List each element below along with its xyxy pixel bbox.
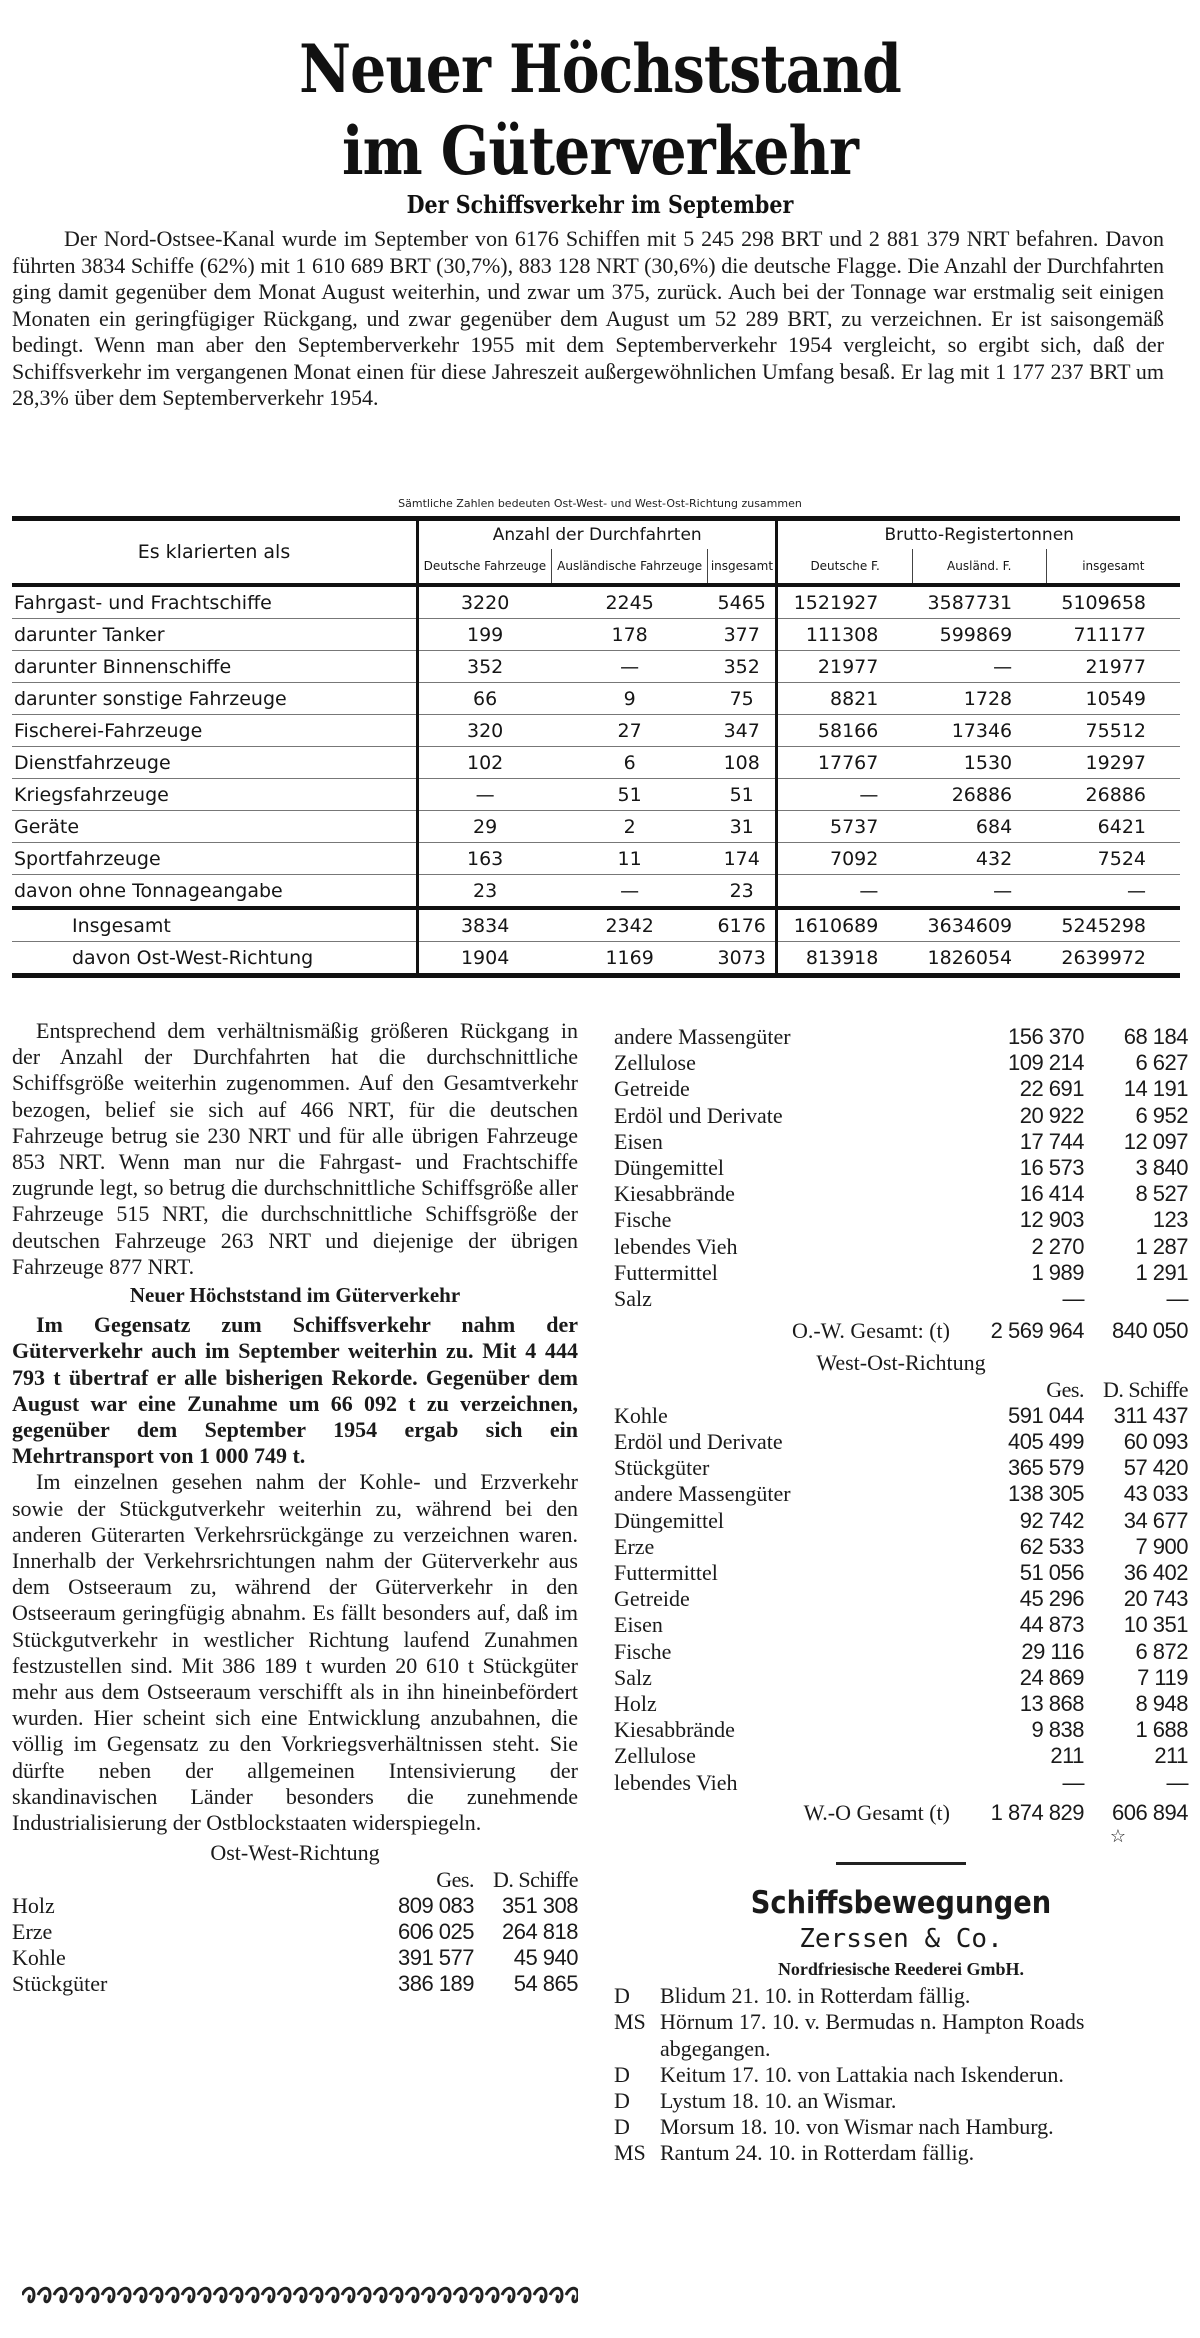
section-heading: Neuer Höchststand im Güterverkehr — [129, 1283, 461, 1308]
cargo-d-schiffe: 6 872 — [1135, 1638, 1188, 1664]
table-cell: 17346 — [912, 715, 1046, 747]
cargo-row — [614, 1129, 1188, 1155]
movement-text: Blidum 21. 10. in Rotterdam fällig. — [660, 1983, 971, 2009]
row-label: davon Ost-West-Richtung — [12, 942, 418, 976]
table-cell: 6 — [551, 747, 708, 779]
table-cell: 6421 — [1046, 811, 1180, 843]
cargo-row — [614, 1481, 1188, 1507]
cargo-name: Fische — [614, 1638, 672, 1664]
row-label: Sportfahrzeuge — [12, 843, 418, 875]
cargo-name: Getreide — [614, 1586, 690, 1612]
table-cell: 5737 — [777, 811, 912, 843]
table-cell: — — [912, 651, 1046, 683]
table-cell: 2245 — [551, 585, 708, 619]
table-row — [12, 651, 1180, 683]
table-cell: 1169 — [551, 942, 708, 976]
cargo-row — [614, 1770, 1188, 1796]
cargo-ges: 22 691 — [1019, 1076, 1084, 1102]
cargo-name: Eisen — [614, 1612, 663, 1638]
table-cell: 26886 — [912, 779, 1046, 811]
table-cell: 352 — [708, 651, 777, 683]
ost-west-col-headers — [12, 1867, 578, 1893]
ship-movement-entry — [614, 2140, 1188, 2166]
cargo-row — [614, 1508, 1188, 1534]
cargo-row — [614, 1743, 1188, 1769]
table-row — [12, 585, 1180, 619]
table-cell: 10549 — [1046, 683, 1180, 715]
table-cell: — — [777, 779, 912, 811]
intro-paragraph: Der Nord-Ostsee-Kanal wurde im September von 6176 Schiffen mit 5 245 298 BRT und 2 881 379 NRT befahren. Davon führten 3834 Schiffe (62%) mit 1 610 689 BRT (30,7%), 883 128 NRT (30,6%) die deutsche Flagge. Die Anzahl der Durchfahrten ging damit gegenüber dem Monat August weiterhin, und zwar um 375, zurück. Auch bei der Tonnage war erstmalig seit einigen Monaten ein geringfügiger Rückgang, und zwar gegenüber dem August um 52 289 BRT, zu verzeichnen. Er ist saisongemäß bedingt. Wenn man aber den Septemberverkehr 1955 mit dem Septemberverkehr 1954 vergleicht, so ergibt sich, daß der Schiffsverkehr im vergangenen Monat einen für diese Jahreszeit außergewöhnlichen Umfang besaß. Er lag mit 1 177 237 BRT um 28,3% über dem Septemberverkehr 1954. — [12, 226, 1164, 410]
table-cell: 432 — [912, 843, 1046, 875]
cargo-d-schiffe: 6 952 — [1135, 1102, 1188, 1128]
cargo-ges: 51 056 — [1019, 1560, 1084, 1586]
cargo-row — [614, 1260, 1188, 1286]
cargo-row — [614, 1207, 1188, 1233]
cargo-ges: 391 577 — [397, 1945, 474, 1971]
cargo-row — [614, 1455, 1188, 1481]
row-label: darunter Binnenschiffe — [12, 651, 418, 683]
movement-text: Hörnum 17. 10. v. Bermudas n. Hampton Roads abgegangen. — [660, 2009, 1085, 2061]
cut-off-text-fragment — [1168, 2330, 1188, 2336]
cargo-ges: 365 579 — [1007, 1455, 1084, 1481]
table-cell: 199 — [418, 619, 552, 651]
decorative-border — [22, 2286, 578, 2304]
table-cell: 29 — [418, 811, 552, 843]
ship-movement-entry — [614, 2062, 1188, 2088]
ship-movement-entry — [614, 2114, 1188, 2140]
row-label: Fahrgast- und Frachtschiffe — [12, 585, 418, 619]
cargo-name: Erdöl und Derivate — [614, 1429, 783, 1455]
cargo-row — [614, 1024, 1188, 1050]
table-cell: 9 — [551, 683, 708, 715]
cargo-ges: 9 838 — [1031, 1717, 1084, 1743]
cargo-d-schiffe: 264 818 — [501, 1918, 578, 1944]
cargo-ges: 1 989 — [1031, 1259, 1084, 1285]
table-cell: 347 — [708, 715, 777, 747]
table-cell: 3634609 — [912, 908, 1046, 942]
cargo-ges: 809 083 — [397, 1892, 474, 1918]
col-header: Ausländ. F. — [912, 549, 1046, 585]
paragraph-ship-size: Entsprechend dem verhältnismäßig größeren Rückgang in der Anzahl der Durchfahrten hat die durchschnittliche Schiffsgröße weiterhin zugenommen. Auf den Gesamtverkehr bezogen, belief sie sich auf 466 NRT, für die deutschen Fahrzeuge betrug sie 230 NRT und für alle übrigen Fahrzeuge 853 NRT. Wenn man nur die Fahrgast- und Frachtschiffe zugrunde legt, so betrug die durchschnittliche Schiffsgröße aller Fahrzeuge 515 NRT, die durchschnittliche Schiffsgröße der deutschen Fahrzeuge 263 NRT und diejenige der übrigen Fahrzeuge 877 NRT. — [12, 1018, 578, 1279]
table-cell: 1728 — [912, 683, 1046, 715]
cargo-d-schiffe: 10 351 — [1123, 1612, 1188, 1638]
cargo-d-schiffe: 1 688 — [1135, 1717, 1188, 1743]
table-row — [12, 843, 1180, 875]
cargo-ges: 405 499 — [1007, 1429, 1084, 1455]
table-row — [12, 942, 1180, 976]
cargo-d-schiffe: 6 627 — [1135, 1050, 1188, 1076]
cargo-ges: 156 370 — [1007, 1024, 1084, 1049]
table-cell: 5109658 — [1046, 585, 1180, 619]
table-cell: — — [418, 779, 552, 811]
cargo-name: Futtermittel — [614, 1259, 718, 1285]
row-label: Fischerei-Fahrzeuge — [12, 715, 418, 747]
table-cell: 377 — [708, 619, 777, 651]
cargo-name: Erze — [12, 1918, 53, 1944]
table-cell: 3834 — [418, 908, 552, 942]
cargo-row — [614, 1560, 1188, 1586]
cargo-d-schiffe: 57 420 — [1123, 1455, 1188, 1481]
table-cell: 75512 — [1046, 715, 1180, 747]
cargo-d-schiffe: — — [1166, 1286, 1188, 1312]
table-row — [12, 683, 1180, 715]
cargo-name: Kohle — [614, 1402, 668, 1428]
cargo-row — [614, 1534, 1188, 1560]
table-note: Sämtliche Zahlen bedeuten Ost-West- und West-Ost-Richtung zusammen — [398, 497, 802, 510]
cargo-ges: 109 214 — [1007, 1050, 1084, 1076]
table-cell: 6176 — [708, 908, 777, 942]
cargo-ges: — — [1062, 1769, 1084, 1795]
cargo-ges: 92 742 — [1019, 1507, 1084, 1533]
col-header: Deutsche Fahrzeuge — [418, 549, 552, 585]
table-cell: 320 — [418, 715, 552, 747]
cargo-row — [614, 1429, 1188, 1455]
row-label: Insgesamt — [12, 908, 418, 942]
col-header: Deutsche F. — [777, 549, 912, 585]
paragraph-lead-bold: Im Gegensatz zum Schiffsverkehr nahm der Güterverkehr auch im September weiterhin zu. Mit 4 444 793 t übertraf er alle bisherigen Rekorde. Gegenüber dem August war eine Zunahme um 66 092 t zu verzeichnen, gegenüber dem September 1954 ergab sich ein Mehrtransport von 1 000 749 t. — [12, 1312, 578, 1469]
cargo-row — [12, 1971, 578, 1997]
table-cell: 1521927 — [777, 585, 912, 619]
table-cell: — — [1046, 875, 1180, 909]
col-header-ges: Ges. — [436, 1866, 474, 1892]
table-cell: 108 — [708, 747, 777, 779]
table-cell: 599869 — [912, 619, 1046, 651]
cargo-d-schiffe: 45 940 — [513, 1945, 578, 1971]
cargo-name: Kohle — [12, 1945, 66, 1971]
cargo-ges: 24 869 — [1019, 1664, 1084, 1690]
table-row — [12, 715, 1180, 747]
table-cell: 7524 — [1046, 843, 1180, 875]
cargo-d-schiffe: 36 402 — [1123, 1560, 1188, 1586]
cargo-ges: 20 922 — [1019, 1102, 1084, 1128]
table-cell: — — [551, 651, 708, 683]
cargo-name: Erdöl und Derivate — [614, 1102, 783, 1128]
cargo-name: Stückgüter — [614, 1455, 710, 1481]
cargo-row — [614, 1691, 1188, 1717]
total-d-schiffe: 840 050 — [1111, 1318, 1188, 1344]
ship-movement-entry — [614, 1983, 1188, 2009]
group-header-passages: Anzahl der Durchfahrten — [418, 519, 777, 550]
cargo-name: Kiesabbrände — [614, 1181, 735, 1207]
table-cell: 3587731 — [912, 585, 1046, 619]
table-cell: 31 — [708, 811, 777, 843]
canal-traffic-table — [12, 516, 1180, 978]
table-body — [12, 585, 1180, 976]
ost-west-total — [614, 1318, 1188, 1344]
cargo-d-schiffe: 68 184 — [1123, 1024, 1188, 1049]
cargo-row — [614, 1665, 1188, 1691]
shipping-line-name: Nordfriesische Reederei GmbH. — [777, 1959, 1025, 1980]
table-cell: 2 — [551, 811, 708, 843]
table-row — [12, 779, 1180, 811]
table-cell: 21977 — [1046, 651, 1180, 683]
movement-text: Lystum 18. 10. an Wismar. — [660, 2087, 897, 2113]
table-cell: 23 — [708, 875, 777, 909]
table-cell: 1610689 — [777, 908, 912, 942]
cargo-d-schiffe: 1 291 — [1135, 1259, 1188, 1285]
cargo-row — [614, 1181, 1188, 1207]
table-cell: 23 — [418, 875, 552, 909]
table-cell: 58166 — [777, 715, 912, 747]
subheadline: Der Schiffsverkehr im September — [406, 190, 794, 219]
table-row — [12, 747, 1180, 779]
table-cell: — — [912, 875, 1046, 909]
cargo-row — [614, 1103, 1188, 1129]
cargo-d-schiffe: 43 033 — [1123, 1481, 1188, 1507]
table-cell: 51 — [708, 779, 777, 811]
cargo-name: lebendes Vieh — [614, 1233, 738, 1259]
cargo-d-schiffe: — — [1166, 1769, 1188, 1795]
table-cell: — — [551, 875, 708, 909]
vessel-type: D — [614, 1983, 630, 2009]
cargo-ges: 44 873 — [1019, 1612, 1084, 1638]
west-ost-col-headers — [614, 1377, 1188, 1403]
table-cell: 3073 — [708, 942, 777, 976]
cargo-name: Salz — [614, 1286, 652, 1312]
cargo-row — [614, 1050, 1188, 1076]
table-cell: 5245298 — [1046, 908, 1180, 942]
table-cell: 1530 — [912, 747, 1046, 779]
cargo-row — [12, 1919, 578, 1945]
headline-line-1: Neuer Höchststand — [299, 30, 901, 108]
cargo-ges: 29 116 — [1021, 1638, 1084, 1664]
headline-line-2: im Güterverkehr — [341, 112, 859, 190]
table-row — [12, 875, 1180, 909]
table-cell: 111308 — [777, 619, 912, 651]
row-label: Geräte — [12, 811, 418, 843]
table-cell: 1826054 — [912, 942, 1046, 976]
cargo-name: Zellulose — [614, 1743, 696, 1769]
ship-movements-list — [614, 1983, 1188, 2166]
cargo-row — [12, 1893, 578, 1919]
cargo-d-schiffe: 54 865 — [513, 1971, 578, 1997]
cargo-ges: 591 044 — [1007, 1402, 1084, 1428]
cargo-row — [614, 1403, 1188, 1429]
vessel-type: MS — [614, 2140, 646, 2166]
cargo-name: Fische — [614, 1207, 672, 1233]
cargo-name: Holz — [614, 1691, 657, 1717]
table-cell: 2639972 — [1046, 942, 1180, 976]
row-label: darunter sonstige Fahrzeuge — [12, 683, 418, 715]
movement-text: Keitum 17. 10. von Lattakia nach Iskenderun. — [660, 2061, 1064, 2087]
ost-west-list-part2 — [614, 1024, 1188, 1312]
cargo-ges: 386 189 — [397, 1971, 474, 1997]
left-column — [12, 1018, 578, 1998]
west-ost-list — [614, 1403, 1188, 1796]
vessel-type: MS — [614, 2009, 646, 2035]
company-name: Zerssen & Co. — [799, 1924, 1003, 1955]
table-cell: 813918 — [777, 942, 912, 976]
col-header: insgesamt — [1046, 549, 1180, 585]
cargo-d-schiffe: 211 — [1154, 1743, 1188, 1769]
table-cell: 102 — [418, 747, 552, 779]
cargo-d-schiffe: 8 948 — [1135, 1691, 1188, 1717]
table-cell: 163 — [418, 843, 552, 875]
west-ost-total — [614, 1800, 1188, 1826]
table-cell: 51 — [551, 779, 708, 811]
table-cell: 8821 — [777, 683, 912, 715]
table-row — [12, 619, 1180, 651]
table-cell: 174 — [708, 843, 777, 875]
cargo-ges: 17 744 — [1019, 1128, 1084, 1154]
cargo-ges: 62 533 — [1019, 1533, 1084, 1559]
cargo-row — [614, 1586, 1188, 1612]
cargo-ges: 2 270 — [1031, 1233, 1084, 1259]
group-header-tonnage: Brutto-Registertonnen — [777, 519, 1180, 550]
headline — [84, 28, 1116, 192]
cargo-name: Düngemittel — [614, 1507, 724, 1533]
table-cell: 27 — [551, 715, 708, 747]
cargo-d-schiffe: 20 743 — [1123, 1586, 1188, 1612]
cargo-ges: 16 414 — [1019, 1181, 1084, 1207]
cargo-name: Eisen — [614, 1128, 663, 1154]
total-ges: 1 874 829 — [990, 1799, 1084, 1825]
cargo-row — [614, 1155, 1188, 1181]
cargo-name: Düngemittel — [614, 1155, 724, 1181]
cargo-name: andere Massengüter — [614, 1481, 791, 1507]
cargo-name: Salz — [614, 1664, 652, 1690]
col-header-d-schiffe: D. Schiffe — [1102, 1376, 1188, 1402]
table-cell: 5465 — [708, 585, 777, 619]
row-label: Dienstfahrzeuge — [12, 747, 418, 779]
vessel-type: D — [614, 2061, 630, 2087]
cargo-ges: 606 025 — [397, 1918, 474, 1944]
star-icon: ☆ — [1109, 1826, 1126, 1847]
cargo-d-schiffe: 7 900 — [1135, 1533, 1188, 1559]
cargo-d-schiffe: 3 840 — [1135, 1155, 1188, 1181]
total-ges: 2 569 964 — [990, 1318, 1084, 1344]
cargo-row — [614, 1076, 1188, 1102]
cargo-ges: 211 — [1050, 1743, 1084, 1769]
cargo-row — [12, 1945, 578, 1971]
cargo-name: Zellulose — [614, 1050, 696, 1076]
cargo-d-schiffe: 351 308 — [501, 1892, 578, 1918]
col-header-d-schiffe: D. Schiffe — [492, 1866, 578, 1892]
cargo-d-schiffe: 14 191 — [1123, 1076, 1188, 1102]
ost-west-list-part1 — [12, 1893, 578, 1998]
ship-movement-entry — [614, 2009, 1188, 2061]
table-cell: 684 — [912, 811, 1046, 843]
cargo-d-schiffe: 60 093 — [1123, 1429, 1188, 1455]
row-header: Es klarierten als — [137, 541, 291, 563]
total-label: O.-W. Gesamt: (t) — [791, 1318, 950, 1344]
vessel-type: D — [614, 2087, 630, 2113]
cargo-d-schiffe: 8 527 — [1135, 1181, 1188, 1207]
cargo-row — [614, 1639, 1188, 1665]
table-group-header-row — [12, 519, 1180, 550]
table-row — [12, 811, 1180, 843]
west-ost-title: West-Ost-Richtung — [816, 1350, 986, 1376]
cargo-ges: 45 296 — [1019, 1586, 1084, 1612]
col-header-ges: Ges. — [1046, 1376, 1084, 1402]
table-cell: 19297 — [1046, 747, 1180, 779]
cargo-name: Getreide — [614, 1076, 690, 1102]
cargo-row — [614, 1286, 1188, 1312]
cargo-name: lebendes Vieh — [614, 1769, 738, 1795]
cargo-ges: 13 868 — [1019, 1691, 1084, 1717]
cargo-ges: 16 573 — [1019, 1155, 1084, 1181]
table-cell: 1904 — [418, 942, 552, 976]
table-cell: 75 — [708, 683, 777, 715]
table-cell: 178 — [551, 619, 708, 651]
cargo-d-schiffe: 12 097 — [1123, 1128, 1188, 1154]
ship-movements-title: Schiffsbewegungen — [750, 1885, 1052, 1922]
cargo-ges: 12 903 — [1019, 1207, 1084, 1233]
cargo-name: Erze — [614, 1533, 655, 1559]
cargo-name: Holz — [12, 1892, 55, 1918]
cargo-name: Futtermittel — [614, 1560, 718, 1586]
movement-text: Rantum 24. 10. in Rotterdam fällig. — [660, 2140, 975, 2166]
vessel-type: D — [614, 2114, 630, 2140]
table-cell: 7092 — [777, 843, 912, 875]
table-cell: 11 — [551, 843, 708, 875]
cargo-d-schiffe: 1 287 — [1135, 1233, 1188, 1259]
total-d-schiffe: 606 894 — [1111, 1799, 1188, 1825]
cargo-name: andere Massengüter — [614, 1024, 791, 1049]
cargo-d-schiffe: 311 437 — [1113, 1402, 1188, 1428]
cargo-d-schiffe: 34 677 — [1123, 1507, 1188, 1533]
table-cell: 352 — [418, 651, 552, 683]
table-row — [12, 908, 1180, 942]
table-cell: 17767 — [777, 747, 912, 779]
table-cell: 66 — [418, 683, 552, 715]
cargo-row — [614, 1234, 1188, 1260]
col-header: insgesamt — [708, 549, 777, 585]
cargo-ges: — — [1062, 1286, 1084, 1312]
cargo-name: Kiesabbrände — [614, 1717, 735, 1743]
cargo-d-schiffe: 7 119 — [1137, 1664, 1188, 1690]
section-divider — [836, 1862, 966, 1865]
table-cell: 26886 — [1046, 779, 1180, 811]
cargo-row — [614, 1612, 1188, 1638]
table-cell: 2342 — [551, 908, 708, 942]
cargo-name: Stückgüter — [12, 1971, 108, 1997]
table-cell: 3220 — [418, 585, 552, 619]
right-column — [614, 1024, 1188, 2167]
ship-movement-entry — [614, 2088, 1188, 2114]
cargo-ges: 138 305 — [1007, 1481, 1084, 1507]
row-label: darunter Tanker — [12, 619, 418, 651]
movement-text: Morsum 18. 10. von Wismar nach Hamburg. — [660, 2114, 1054, 2140]
row-label: Kriegsfahrzeuge — [12, 779, 418, 811]
total-label: W.-O Gesamt (t) — [803, 1799, 950, 1825]
paragraph-details: Im einzelnen gesehen nahm der Kohle- und Erzverkehr sowie der Stückgutverkehr weiterhin zu, während bei den anderen Güterarten Verkehrsrückgänge zu verzeichnen waren. Innerhalb der Verkehrsrichtungen nahm der Güterverkehr aus dem Ostseeraum zu, während der Güterverkehr in den Ostseeraum geringfügig abnahm. Es fällt besonders auf, daß im Stückgutverkehr in westlicher Richtung laufend Zunahmen festzustellen sind. Mit 386 189 t wurden 20 610 t Stückgüter mehr aus dem Ostseeraum verschifft als in ihn hineinbefördert wurden. Hier scheint sich eine Entwicklung anzubahnen, die völlig im Gegensatz zu den Vorkriegsverhältnissen steht. Sie dürfte neben der allgemeinen Intensivierung der skandinavischen Länder besonders die zunehmende Industrialisierung der Ostblockstaaten widerspiegeln. — [12, 1469, 578, 1836]
cargo-row — [614, 1717, 1188, 1743]
table-cell: 21977 — [777, 651, 912, 683]
table-cell: 711177 — [1046, 619, 1180, 651]
row-label: davon ohne Tonnageangabe — [12, 875, 418, 909]
ost-west-title: Ost-West-Richtung — [210, 1840, 380, 1866]
cargo-d-schiffe: 123 — [1152, 1207, 1188, 1233]
table-cell: — — [777, 875, 912, 909]
col-header: Ausländische Fahrzeuge — [551, 549, 708, 585]
